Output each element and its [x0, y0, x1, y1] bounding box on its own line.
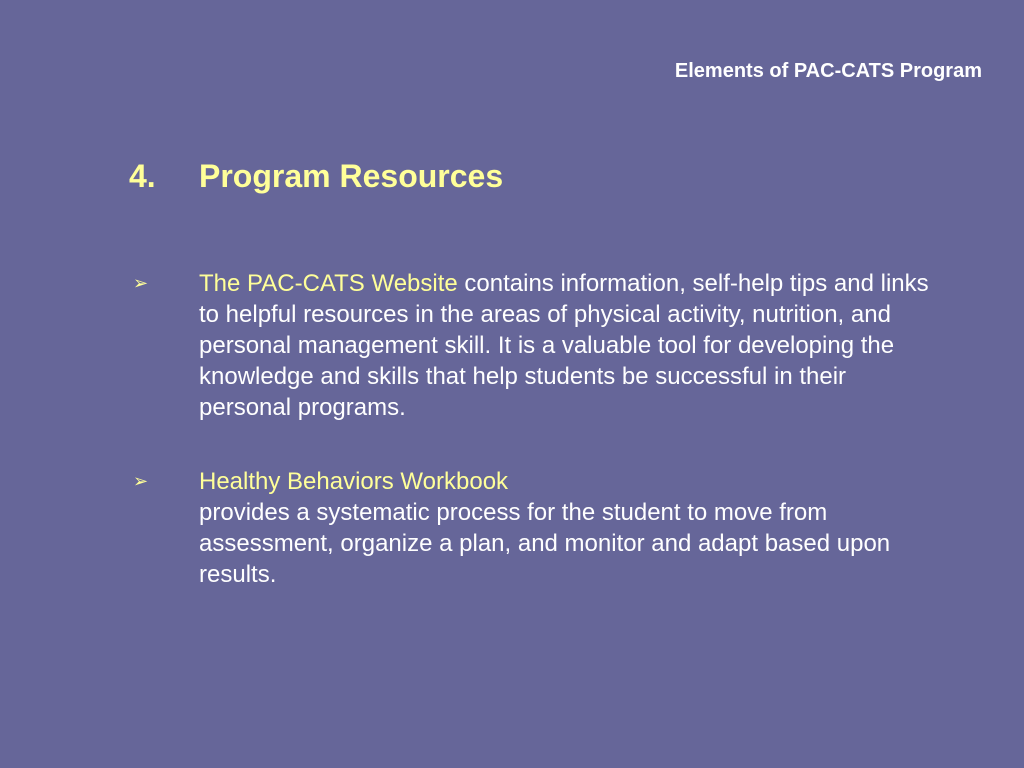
- section-number: 4.: [129, 158, 156, 194]
- arrow-bullet-icon: ➢: [133, 273, 149, 294]
- bullet-highlight: The PAC-CATS Website: [199, 270, 458, 297]
- section-title: Program Resources: [199, 158, 504, 194]
- bullet-body: [199, 268, 933, 423]
- arrow-bullet-icon: ➢: [133, 471, 149, 492]
- bullet-body: [199, 466, 933, 590]
- bullet-text: contains information, self-help tips and links to helpful resources in the areas of physical activity, nutrition, and personal management skill. It is a valuable tool for developing the knowledge and skills that help students be successful in their personal programs.: [199, 270, 929, 421]
- bullet-highlight: Healthy Behaviors Workbook: [199, 468, 509, 495]
- bullet-text: provides a systematic process for the student to move from assessment, organize a plan, and monitor and adapt based upon results.: [199, 499, 891, 588]
- bullet-item-website: [133, 268, 933, 423]
- section-heading: [129, 158, 503, 195]
- slide-header-title: Elements of PAC-CATS Program: [674, 60, 982, 82]
- bullet-item-workbook: [133, 466, 933, 590]
